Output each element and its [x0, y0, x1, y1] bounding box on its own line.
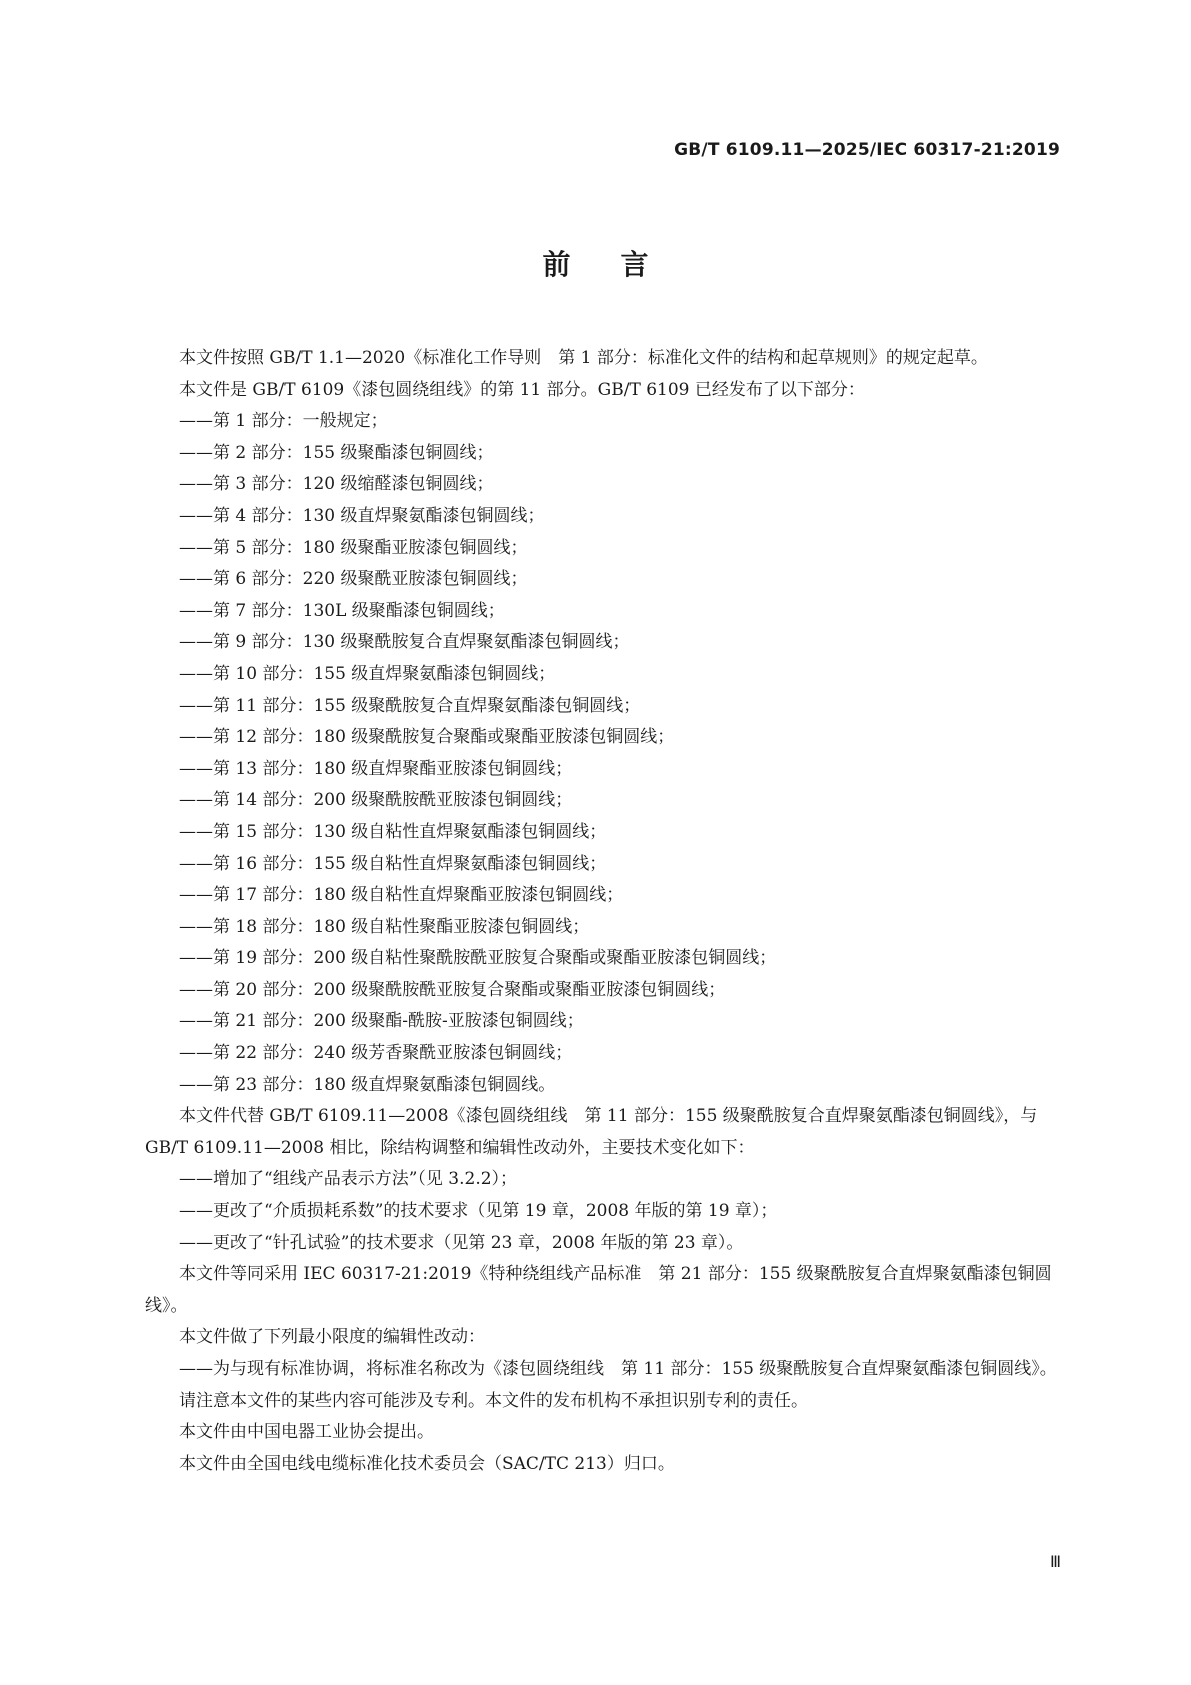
paragraph-iec-adoption: 本文件等同采用 IEC 60317-21:2019《特种绕组线产品标准 第 21 部分：155 级聚酰胺复合直焊聚氨酯漆包铜圆线》。	[145, 1264, 1052, 1316]
paragraph-editorial-intro: 本文件做了下列最小限度的编辑性改动：	[179, 1327, 485, 1348]
list-item: ——第 4 部分：130 级直焊聚氨酯漆包铜圆线；	[179, 505, 545, 526]
foreword-body	[145, 343, 1062, 1480]
list-item: ——第 20 部分：200 级聚酰胺酰亚胺复合聚酯或聚酯亚胺漆包铜圆线；	[179, 979, 726, 1000]
list-item: ——更改了“介质损耗系数”的技术要求（见第 19 章，2008 年版的第 19 章）；	[179, 1201, 778, 1222]
paragraph-proposer: 本文件由中国电器工业协会提出。	[179, 1422, 434, 1443]
list-item: ——为与现有标准协调，将标准名称改为《漆包圆绕组线 第 11 部分：155 级聚酰胺复合直焊聚氨酯漆包铜圆线》。	[179, 1359, 1057, 1379]
list-item: ——第 23 部分：180 级直焊聚氨酯漆包铜圆线。	[179, 1074, 556, 1095]
list-item: ——第 1 部分：一般规定；	[179, 411, 388, 432]
list-item: ——更改了“针孔试验”的技术要求（见第 23 章，2008 年版的第 23 章）。	[179, 1232, 744, 1253]
changes-list	[145, 1164, 1062, 1259]
list-item: ——第 13 部分：180 级直焊聚酯亚胺漆包铜圆线；	[179, 758, 573, 779]
list-item: ——第 22 部分：240 级芳香聚酰亚胺漆包铜圆线；	[179, 1043, 573, 1064]
list-item: ——第 14 部分：200 级聚酰胺酰亚胺漆包铜圆线；	[179, 790, 573, 811]
list-item: ——第 15 部分：130 级自粘性直焊聚氨酯漆包铜圆线；	[179, 821, 607, 842]
list-item: ——第 16 部分：155 级自粘性直焊聚氨酯漆包铜圆线；	[179, 853, 607, 874]
paragraph-replacement: 本文件代替 GB/T 6109.11—2008《漆包圆绕组线 第 11 部分：155 级聚酰胺复合直焊聚氨酯漆包铜圆线》，与 GB/T 6109.11—2008 相比，除结构调整和编辑性改动外，主要技术变化如下：	[145, 1106, 1038, 1158]
standard-code-header: GB/T 6109.11—2025/IEC 60317-21:2019	[674, 140, 1060, 160]
list-item: ——第 10 部分：155 级直焊聚氨酯漆包铜圆线；	[179, 663, 556, 684]
page-number: Ⅲ	[1049, 1552, 1061, 1571]
list-item: ——第 11 部分：155 级聚酰胺复合直焊聚氨酯漆包铜圆线；	[179, 695, 641, 716]
paragraph-patent-notice: 请注意本文件的某些内容可能涉及专利。本文件的发布机构不承担识别专利的责任。	[179, 1390, 808, 1411]
list-item: ——第 19 部分：200 级自粘性聚酰胺酰亚胺复合聚酯或聚酯亚胺漆包铜圆线；	[179, 948, 777, 969]
list-item: ——第 5 部分：180 级聚酯亚胺漆包铜圆线；	[179, 537, 528, 558]
list-item: ——第 17 部分：180 级自粘性直焊聚酯亚胺漆包铜圆线；	[179, 885, 624, 906]
list-item: ——第 2 部分：155 级聚酯漆包铜圆线；	[179, 442, 494, 463]
page-title: 前言	[542, 248, 699, 281]
list-item: ——第 9 部分：130 级聚酰胺复合直焊聚氨酯漆包铜圆线；	[179, 632, 630, 653]
list-item: ——第 21 部分：200 级聚酯-酰胺-亚胺漆包铜圆线；	[179, 1011, 584, 1032]
paragraph-drafting-rules: 本文件按照 GB/T 1.1—2020《标准化工作导则 第 1 部分：标准化文件的结构和起草规则》的规定起草。	[179, 348, 988, 368]
paragraph-administrator: 本文件由全国电线电缆标准化技术委员会（SAC/TC 213）归口。	[179, 1453, 675, 1474]
list-item: ——第 7 部分：130L 级聚酯漆包铜圆线；	[179, 600, 505, 621]
list-item: ——第 18 部分：180 级自粘性聚酯亚胺漆包铜圆线；	[179, 916, 590, 937]
list-item: ——增加了“组线产品表示方法”（见 3.2.2）；	[179, 1169, 518, 1190]
list-item: ——第 12 部分：180 级聚酰胺复合聚酯或聚酯亚胺漆包铜圆线；	[179, 727, 675, 748]
paragraph-series-intro: 本文件是 GB/T 6109《漆包圆绕组线》的第 11 部分。GB/T 6109 已经发布了以下部分：	[179, 379, 865, 400]
list-item: ——第 6 部分：220 级聚酰亚胺漆包铜圆线；	[179, 569, 528, 590]
list-item: ——第 3 部分：120 级缩醛漆包铜圆线；	[179, 474, 494, 495]
parts-list	[145, 406, 1062, 1101]
